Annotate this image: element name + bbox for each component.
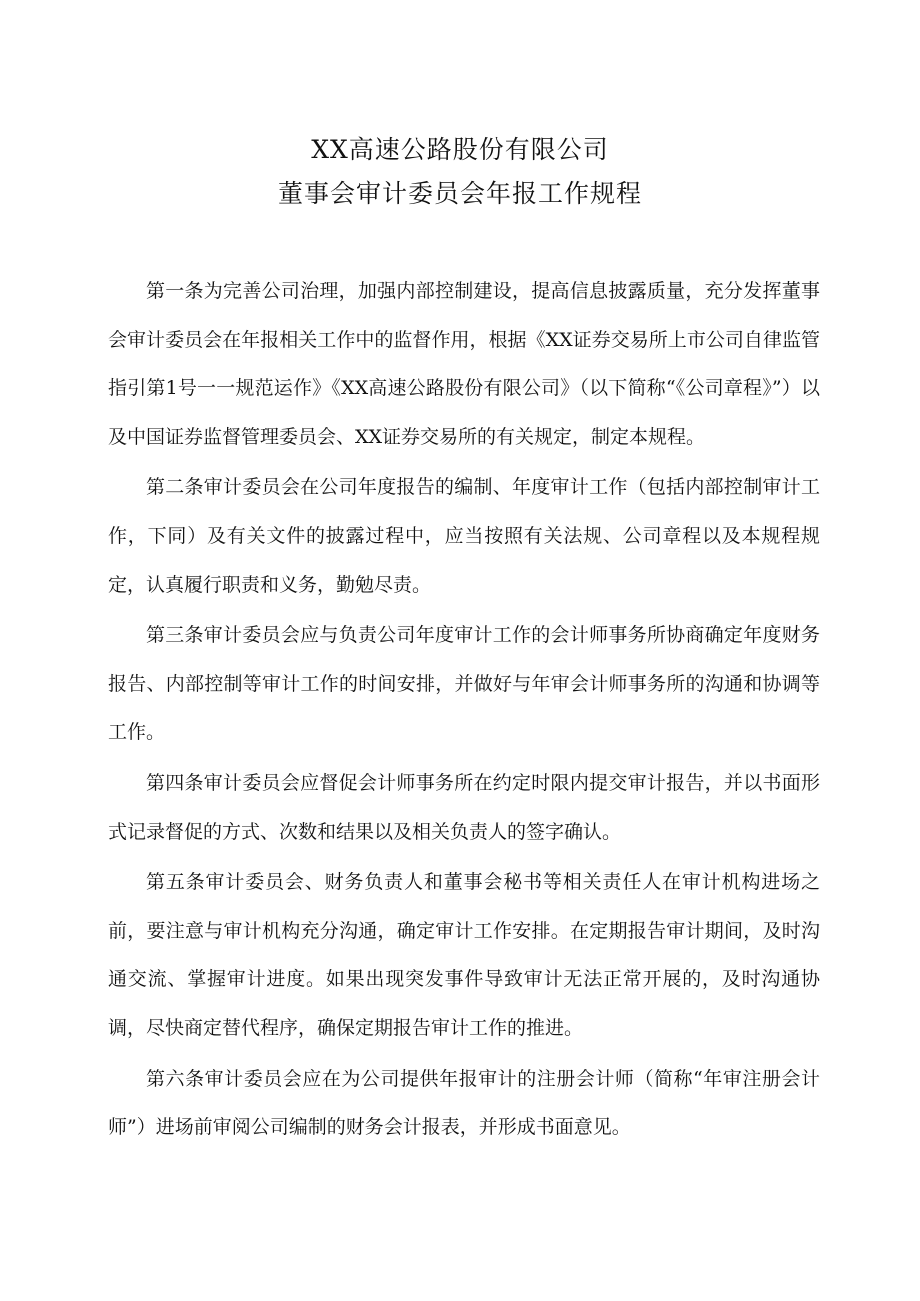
- regulation-title: 董事会审计委员会年报工作规程: [277, 179, 642, 208]
- article-1-paragraph: 第一条为完善公司治理，加强内部控制建设，提高信息披露质量，充分发挥董事会审计委员会在年报相关工作中的监督作用，根据《XX证券交易所上市公司自律监管指引第1号一一规范运作》《XX高速公路股份有限公司》（以下简称“《公司章程》”）以及中国证券监督管理委员会、XX证券交易所的有关规定，制定本规程。: [108, 280, 820, 448]
- article-3-paragraph: 第三条审计委员会应与负责公司年度审计工作的会计师事务所协商确定年度财务报告、内部控制等审计工作的时间安排，并做好与年审会计师事务所的沟通和协调等工作。: [108, 624, 820, 744]
- document-title: [0, 128, 920, 216]
- article-4-paragraph: 第四条审计委员会应督促会计师事务所在约定时限内提交审计报告，并以书面形式记录督促的方式、次数和结果以及相关负责人的签字确认。: [108, 771, 820, 843]
- article-5-paragraph: 第五条审计委员会、财务负责人和董事会秘书等相关责任人在审计机构进场之前，要注意与审计机构充分沟通，确定审计工作安排。在定期报告审计期间，及时沟通交流、掌握审计进度。如果出现突发事件导致审计无法正常开展的，及时沟通协调，尽快商定替代程序，确保定期报告审计工作的推进。: [108, 871, 820, 1039]
- article-2-paragraph: 第二条审计委员会在公司年度报告的编制、年度审计工作（包括内部控制审计工作，下同）及有关文件的披露过程中，应当按照有关法规、公司章程以及本规程规定，认真履行职责和义务，勤勉尽责。: [108, 476, 820, 596]
- company-name-title: XX高速公路股份有限公司: [311, 135, 609, 164]
- document-body: [108, 267, 820, 1154]
- article-6-paragraph: 第六条审计委员会应在为公司提供年报审计的注册会计师（简称“年审注册会计师”）进场前审阅公司编制的财务会计报表，并形成书面意见。: [108, 1067, 820, 1139]
